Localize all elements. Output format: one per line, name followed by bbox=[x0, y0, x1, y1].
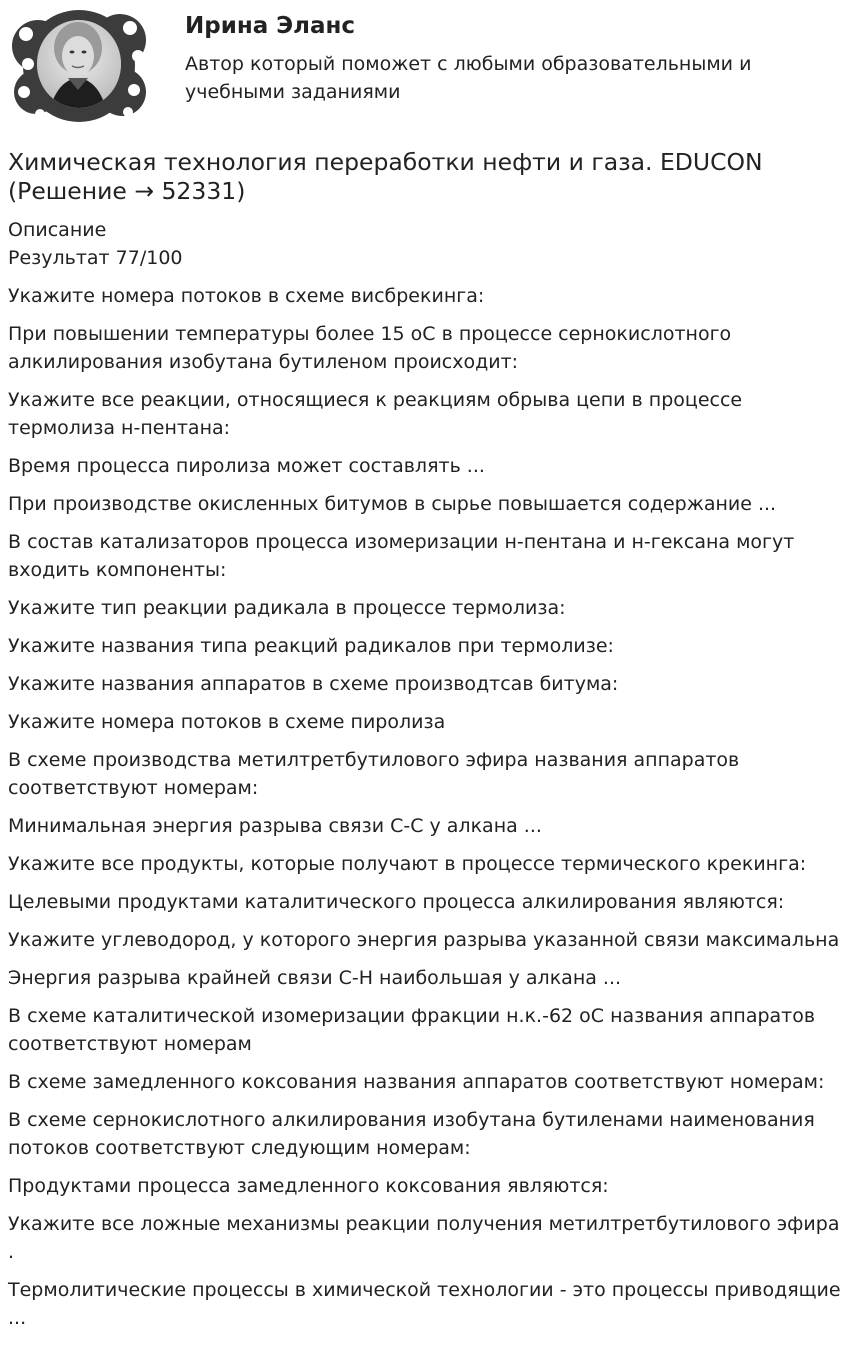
result-score: Результат 77/100 bbox=[8, 247, 183, 269]
question-item: Укажите тип реакции радикала в процессе термолиза: bbox=[8, 597, 566, 619]
author-description: Автор который поможет с любыми образовательными и учебными заданиями bbox=[185, 53, 752, 103]
document-title: Химическая технология переработки нефти и газа. EDUCON (Решение → 52331) bbox=[8, 148, 763, 205]
question-item: Укажите номера потоков в схеме пиролиза bbox=[8, 711, 446, 733]
question-item: Укажите все реакции, относящиеся к реакциям обрыва цепи в процессе термолиза н-пентана: bbox=[8, 389, 743, 439]
question-item: Термолитические процессы в химической технологии - это процессы приводящие ... bbox=[8, 1279, 841, 1329]
question-item: При повышении температуры более 15 оС в процессе сернокислотного алкилирования изобутана бутиленом происходит: bbox=[8, 323, 732, 373]
document-meta bbox=[8, 216, 844, 272]
question-item: Время процесса пиролиза может составлять ... bbox=[8, 455, 485, 477]
question-item: Укажите углеводород, у которого энергия разрыва указанной связи максимальна bbox=[8, 929, 840, 951]
question-item: В схеме производства метилтретбутилового эфира названия аппаратов соответствуют номерам: bbox=[8, 749, 740, 799]
question-item: В схеме каталитической изомеризации фракции н.к.-62 оС названия аппаратов соответствуют номерам bbox=[8, 1005, 816, 1055]
author-header bbox=[0, 0, 847, 130]
question-item: Укажите названия аппаратов в схеме производтсав битума: bbox=[8, 673, 619, 695]
film-reel-avatar-icon bbox=[8, 6, 150, 126]
question-item: Укажите все ложные механизмы реакции получения метилтретбутилового эфира . bbox=[8, 1213, 840, 1263]
question-item: Укажите номера потоков в схеме висбрекинга: bbox=[8, 285, 485, 307]
question-item: Минимальная энергия разрыва связи С-С у алкана ... bbox=[8, 815, 542, 837]
author-name[interactable]: Ирина Эланс bbox=[185, 13, 356, 39]
question-item: Энергия разрыва крайней связи С-Н наибольшая у алкана ... bbox=[8, 967, 622, 989]
question-item: Укажите названия типа реакций радикалов при термолизе: bbox=[8, 635, 614, 657]
question-item: В схеме замедленного коксования названия аппаратов соответствуют номерам: bbox=[8, 1071, 825, 1093]
question-item: Укажите все продукты, которые получают в процессе термического крекинга: bbox=[8, 853, 807, 875]
question-item: В состав катализаторов процесса изомеризации н-пентана и н-гексана могут входить компоненты: bbox=[8, 531, 795, 581]
question-item: Целевыми продуктами каталитического процесса алкилирования являются: bbox=[8, 891, 785, 913]
question-item: При производстве окисленных битумов в сырье повышается содержание ... bbox=[8, 493, 777, 515]
question-list bbox=[8, 282, 844, 1332]
question-item: Продуктами процесса замедленного коксования являются: bbox=[8, 1175, 609, 1197]
question-item: В схеме сернокислотного алкилирования изобутана бутиленами наименования потоков соответствуют следующим номерам: bbox=[8, 1109, 815, 1159]
document-content bbox=[8, 148, 844, 1332]
description-label: Описание bbox=[8, 219, 107, 241]
